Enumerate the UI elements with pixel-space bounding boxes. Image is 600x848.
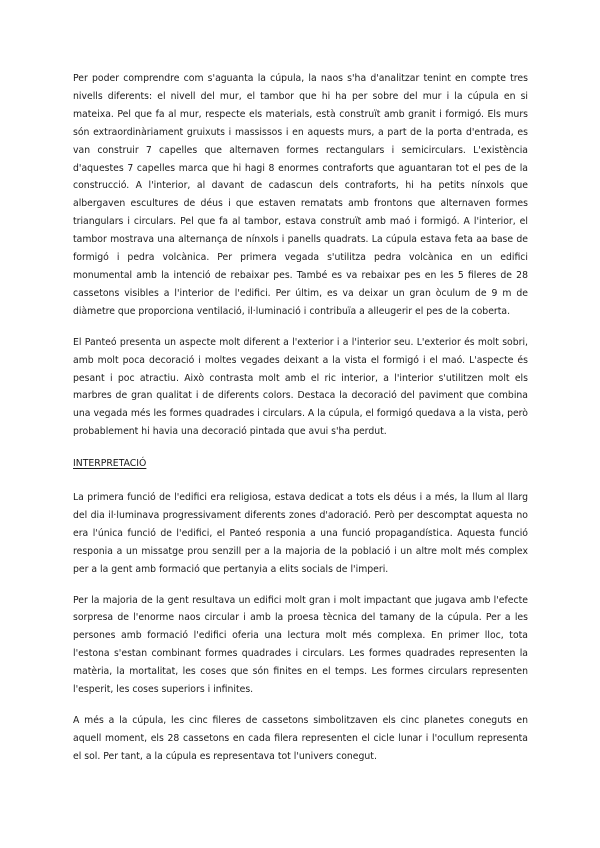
paragraph-function: La primera funció de l'edifici era religiosa, estava dedicat a tots els déus i a més, la llum al llarg del dia il·luminava progressivament diferents zones d'adoració. Però per descomptat aquesta no era l'única funció de l'edifici, el Panteó responia a una funció propagandística. Aquesta funció responia a un missatge prou senzill per a la majoria de la població i un altre molt més complex per a la gent amb formació que pertanyia a elits socials de l'imperi. <box>73 492 528 575</box>
paragraph-exterior-interior: El Panteó presenta un aspecte molt diferent a l'exterior i a l'interior seu. L'exterior és molt sobri, amb molt poca decoració i moltes vegades deixant a la vista el formigó i el maó. L'aspecte és pesant i poc atractiu. Això contrasta molt amb el ric interior, a l'interior s'utilitzen molt els marbres de gran qualitat i de diferents colors. Destaca la decoració del paviment que combina una vegada més les formes quadrades i circulars. A la cúpula, el formigó quedava a la vista, però probablement hi havia una decoració pintada que avui s'ha perdut. <box>73 336 528 438</box>
paragraph-symbolism: Per la majoria de la gent resultava un edifici molt gran i molt impactant que jugava amb l'efecte sorpresa de l'enorme naos circular i amb la proesa tècnica del tamany de la cúpula. Per a les persones amb formació l'edifici oferia una lectura molt més complexa. En primer lloc, tota l'estona s'estan combinant formes quadrades i circulars. Les formes quadrades representen la matèria, la mortalitat, les coses que són finites en el temps. Les formes circulars representen l'esperit, les coses superiors i infinites. <box>73 594 528 696</box>
section-heading-interpretacio: INTERPRETACIÓ <box>73 458 147 470</box>
paragraph-structure: Per poder comprendre com s'aguanta la cúpula, la naos s'ha d'analitzar tenint en compte tres nivells diferents: el nivell del mur, el tambor que hi ha per sobre del mur i la cúpula en si mateixa. Pel que fa al mur, respecte els materials, està construït amb granit i formigó. Els murs són extraordinàriament gruixuts i massissos i en aquests murs, a part de la porta d'entrada, es van construir 7 capelles que alternaven formes rectangulars i semicirculars. L'existència d'aquestes 7 capelles marca que hi hagi 8 enormes contraforts que aguantaran tot el pes de la construcció. A l'interior, al davant de cadascun dels contraforts, hi ha petits nínxols que albergaven escultures de déus i que estaven rematats amb frontons que alternaven formes triangulars i circulars. Pel que fa al tambor, estava construït amb maó i formigó. A l'interior, el tambor mostrava una alternança de nínxols i panells quadrats. La cúpula estava feta aa base de formigó i pedra volcànica. Per primera vegada s'utilitza pedra volcànica en un edifici monumental amb la intenció de rebaixar pes. També es va rebaixar pes en les 5 fileres de 28 cassetons visibles a l'interior de l'edifici. Per últim, es va deixar un gran òculum de 9 m de diàmetre que proporciona ventilació, il·luminació i contribuïa a alleugerir el pes de la coberta. <box>73 73 528 317</box>
paragraph-dome-universe: A més a la cúpula, les cinc fileres de cassetons simbolitzaven els cinc planetes coneguts en aquell moment, els 28 cassetons en cada filera representen el cicle lunar i l'ocullum representa el sol. Per tant, a la cúpula es representava tot l'univers conegut. <box>73 715 528 762</box>
document-page <box>73 70 528 766</box>
